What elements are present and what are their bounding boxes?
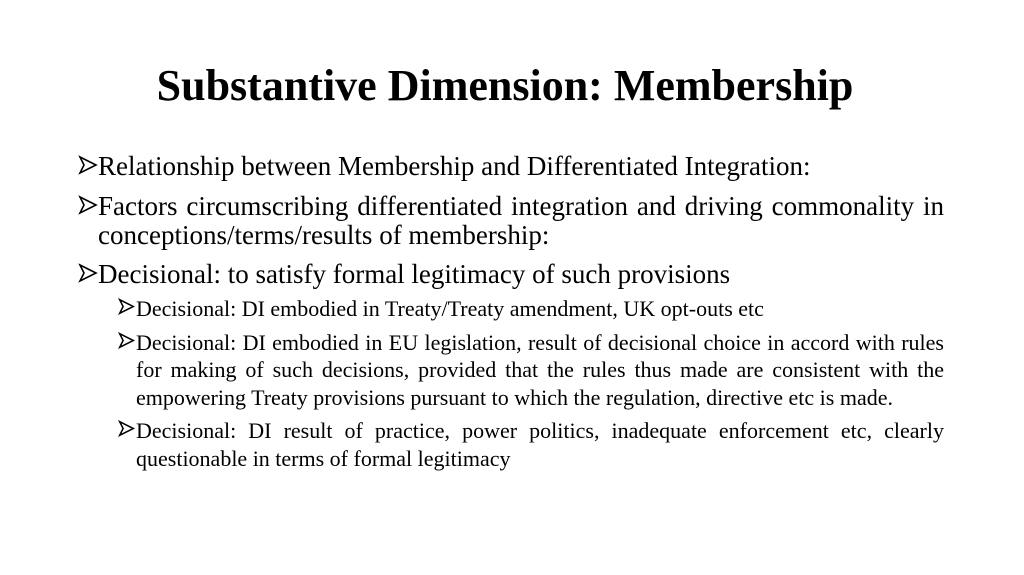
arrow-bullet-icon [78, 195, 98, 215]
arrow-bullet-icon [78, 263, 98, 283]
slide-title: Substantive Dimension: Membership [156, 61, 854, 110]
bullet-item [78, 192, 944, 250]
sub-bullet-text: Decisional: DI result of practice, power politics, inadequate enforcement etc, clearly questionable in terms of formal legitimacy [136, 418, 944, 471]
bullet-item [78, 260, 944, 289]
sub-bullet-text: Decisional: DI embodied in Treaty/Treaty amendment, UK opt-outs etc [136, 296, 764, 321]
sub-bullet-text: Decisional: DI embodied in EU legislation, result of decisional choice in accord with rules for making of such decisions, provided that the rules thus made are consistent with the empowering Treaty provisions pursuant to which the regulation, directive etc is made. [136, 329, 944, 410]
arrow-bullet-icon [118, 298, 135, 315]
arrow-bullet-icon [78, 155, 98, 175]
sub-bullet-item [78, 329, 944, 412]
bullet-list [78, 152, 944, 478]
arrow-bullet-icon [118, 332, 135, 349]
bullet-text: Decisional: to satisfy formal legitimacy of such provisions [98, 259, 731, 289]
bullet-text: Factors circumscribing differentiated integration and driving commonality in conceptions/terms/results of membership: [98, 191, 944, 250]
sub-bullet-item [78, 417, 944, 472]
bullet-text: Relationship between Membership and Differentiated Integration: [98, 151, 811, 181]
arrow-bullet-icon [118, 420, 135, 437]
sub-bullet-item [78, 295, 944, 323]
bullet-item [78, 152, 944, 181]
